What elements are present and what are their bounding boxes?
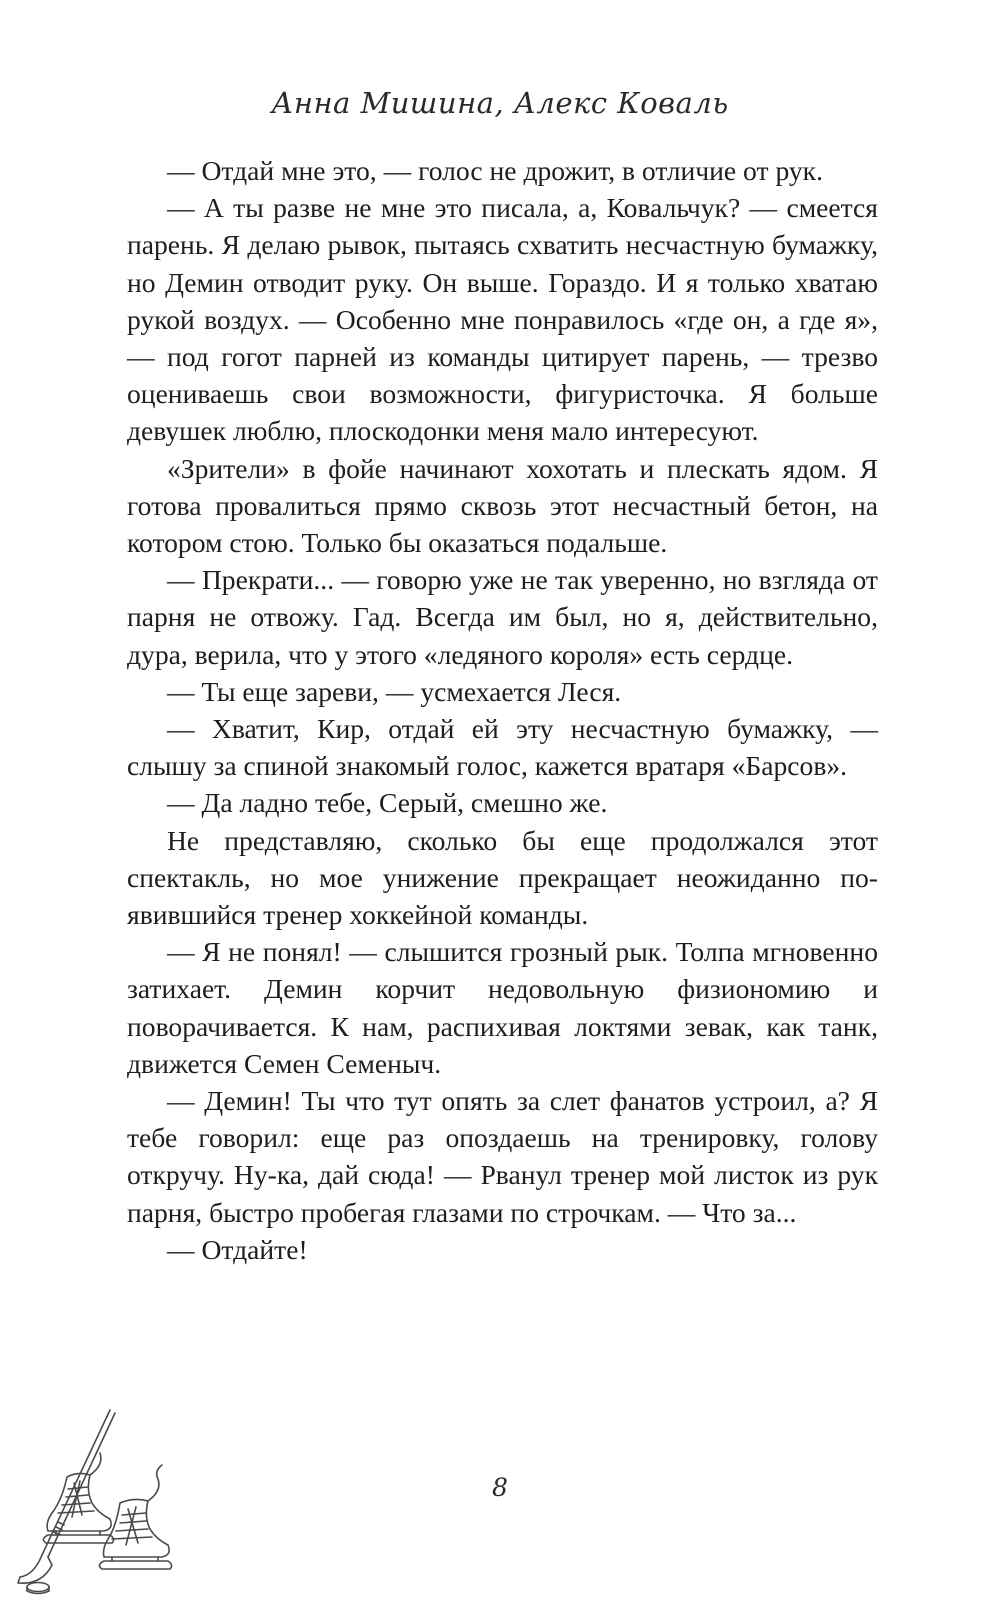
paragraph: — Отдайте! bbox=[167, 1233, 308, 1265]
paragraph: «Зрители» в фойе начинают хохотать и плескать ядом. Я готова провалиться прямо сквозь этот несчастный бетон, на котором стою. Только бы оказаться подальше. bbox=[127, 452, 878, 559]
paragraph: — Я не понял! — слышится грозный рык. Толпа мгновенно затихает. Демин корчит недовольную физиономию и поворачивается. К нам, распихивая локтями зевак, как танк, движется Семен Семеныч. bbox=[127, 936, 878, 1079]
paragraph: — Ты еще зареви, — усмехается Леся. bbox=[167, 675, 622, 707]
page-number: 8 bbox=[492, 1473, 508, 1502]
paragraph: Не представляю, сколько бы еще продолжался этот спектакль, но мое унижение прекращает неожиданно появившийся тренер хоккейной команды. bbox=[127, 824, 878, 931]
paragraph: — Отдай мне это, — голос не дрожит, в отличие от рук. bbox=[167, 155, 823, 186]
paragraph: — Демин! Ты что тут опять за слет фанатов устроил, а? Я тебе говорил: еще раз опоздаешь на тренировку, голову откручу. Ну-ка, дай сюда! — Рванул тренер мой листок из рук парня, быстро пробегая глазами по строчкам. — Что за... bbox=[127, 1085, 878, 1228]
paragraph: — Да ладно тебе, Серый, смешно же. bbox=[167, 787, 608, 819]
paragraph: — А ты разве не мне это писала, а, Ковальчук? — смеется парень. Я делаю рывок, пытаясь схватить несчастную бумажку, но Демин отводит руку. Он выше. Гораздо. И я только хватаю рукой воздух. — Особенно мне понравилось «где он, а где я», — под гогот парней из команды цитирует парень, — трезво оцениваешь свои возможности, фигуристочка. Я больше девушек люблю, плоскодонки меня мало интересуют. bbox=[127, 192, 878, 447]
paragraph: — Прекрати... — говорю уже не так уверенно, но взгляда от парня не отвожу. Гад. Всегда им был, но я, действительно, дура, верила, что у этого «ледяного короля» есть сердце. bbox=[127, 564, 878, 670]
paragraph: — Хватит, Кир, отдай ей эту несчастную бумажку, — слышу за спиной знакомый голос, кажется вратаря «Барсов». bbox=[127, 713, 878, 782]
text-body bbox=[127, 152, 878, 1268]
running-header: Анна Мишина, Алекс Коваль bbox=[271, 86, 729, 120]
